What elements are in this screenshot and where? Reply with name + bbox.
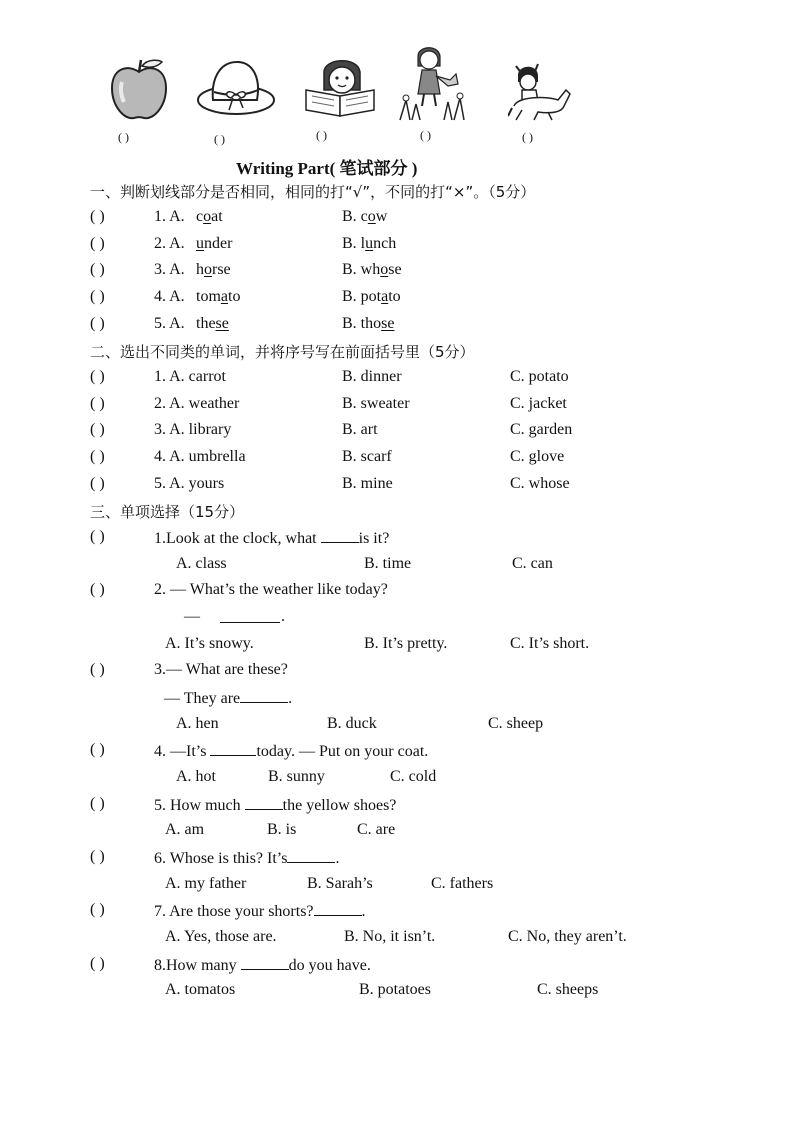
option-a: A. class [176,555,227,572]
underlined-part: u [365,235,374,252]
option-c: C. whose [510,475,570,492]
option-c: C. can [512,555,553,572]
section-2-heading: 二、选出不同类的单词，并将序号写在前面括号里（5分） [90,343,475,361]
option-text: h [196,261,204,278]
option-c: C. garden [510,421,573,438]
reply-text-part: — They are [164,690,241,707]
option-a: 1. A. carrot [154,368,226,385]
option-text: B. l [342,235,366,252]
answer-paren[interactable]: ( ) [90,315,105,332]
question-number: 3. A. [154,261,185,278]
image-answer-paren[interactable]: ( ) [316,128,327,142]
apple-picture [106,56,172,122]
question-text-part: is it? [358,530,390,547]
underlined-part: o [204,261,212,278]
answer-paren[interactable]: ( ) [90,795,105,812]
section-3-reply-3 [0,688,794,710]
option-a [196,208,223,226]
question-text [154,741,428,761]
option-a: A. my father [165,875,247,892]
option-a: A. am [165,821,205,838]
option-a: 4. A. umbrella [154,448,246,465]
section-3-options-7 [0,928,794,950]
answer-paren[interactable]: ( ) [90,395,105,412]
section-3-options-1 [0,555,794,577]
option-c: C. fathers [431,875,494,892]
section-3-question-6 [0,848,794,870]
question-text [154,795,396,815]
image-answer-paren[interactable]: ( ) [522,130,533,144]
question-text [154,901,366,921]
option-a [196,261,231,279]
section-1-question [0,235,794,257]
question-text-part: 7. Are those your shorts? [154,903,314,920]
option-b [342,235,396,253]
option-text: the [196,315,216,332]
answer-paren[interactable]: ( ) [90,848,105,865]
section-3-question-3 [0,661,794,683]
question-text-part: 1.Look at the clock, what [154,530,321,547]
girl-watering-picture [398,44,466,122]
question-number: 5. A. [154,315,185,332]
option-b: B. scarf [342,448,392,465]
section-2-question [0,395,794,417]
option-a: A. It’s snowy. [165,635,254,652]
section-3-options-5 [0,821,794,843]
section-3-question-2 [0,581,794,603]
answer-paren[interactable]: ( ) [90,955,105,972]
option-text: rse [212,261,231,278]
option-a: A. Yes, those are. [165,928,277,945]
option-text: se [388,261,402,278]
underlined-part: o [203,208,212,225]
option-c: C. are [357,821,396,838]
option-b: B. time [364,555,412,572]
option-b [342,261,402,279]
section-2-question [0,448,794,470]
question-text-part: 8.How many [154,957,241,974]
question-text-part: today. — Put on your coat. [256,743,429,760]
section-3-heading: 三、单项选择（15分） [90,503,245,521]
option-b: B. sunny [268,768,325,785]
option-text: B. c [342,208,368,225]
section-3-question-1 [0,528,794,550]
question-text [154,848,339,868]
question-dot: . [361,903,366,920]
section-2-question [0,475,794,497]
option-text: w [375,208,388,225]
option-a: A. hot [176,768,216,785]
section-3-reply-2 [0,608,794,630]
option-c: C. potato [510,368,569,385]
answer-blank[interactable] [321,528,359,543]
answer-blank[interactable] [245,795,283,810]
answer-paren[interactable]: ( ) [90,901,105,918]
answer-paren[interactable]: ( ) [90,208,105,225]
answer-blank[interactable] [241,955,289,970]
image-answer-paren[interactable]: ( ) [214,132,225,146]
section-1-question [0,208,794,230]
underlined-part: o [367,208,376,225]
option-b: B. dinner [342,368,402,385]
question-number: 1. A. [154,208,185,225]
answer-paren[interactable]: ( ) [90,475,105,492]
underlined-part: se [381,315,395,332]
question-text-part: 4. —It’s [154,743,211,760]
option-text: nch [373,235,397,252]
question-number: 4. A. [154,288,185,305]
question-text: 3.— What are these? [154,661,288,678]
girl-reading-picture [302,54,382,118]
option-text: to [228,288,241,305]
option-b: B. Sarah’s [307,875,373,892]
option-a [196,288,240,306]
answer-paren[interactable]: ( ) [90,421,105,438]
option-b: B. potatoes [359,981,431,998]
answer-blank[interactable] [287,848,335,863]
option-a [196,315,229,333]
option-c: C. jacket [510,395,567,412]
option-text: B. pot [342,288,382,305]
option-text: at [211,208,223,225]
option-b [342,288,401,306]
section-2-question [0,368,794,390]
option-c: C. sheep [488,715,544,732]
option-a: 5. A. yours [154,475,225,492]
option-a: A. hen [176,715,219,732]
section-3-options-4 [0,768,794,790]
underlined-part: a [220,288,228,305]
option-b [342,315,394,333]
underlined-part: u [196,235,204,252]
answer-paren[interactable]: ( ) [90,581,105,598]
section-2-question [0,421,794,443]
section-1-question [0,315,794,337]
reply-dash: — [184,608,200,625]
question-text-part: 6. Whose is this? It’s [154,850,288,867]
option-b: B. duck [327,715,377,732]
option-b: B. No, it isn’t. [344,928,436,945]
answer-blank[interactable] [240,688,288,703]
underlined-part: se [215,315,229,332]
option-c: C. sheeps [537,981,599,998]
answer-paren[interactable]: ( ) [90,368,105,385]
answer-paren[interactable]: ( ) [90,661,105,678]
option-text: B. tho [342,315,382,332]
answer-blank[interactable] [220,608,280,623]
option-c: C. It’s short. [510,635,590,652]
reply-text [164,688,292,708]
section-3-question-4 [0,741,794,763]
option-c: C. glove [510,448,565,465]
question-text-part: the yellow shoes? [282,797,397,814]
answer-paren[interactable]: ( ) [90,448,105,465]
option-text: tom [196,288,221,305]
section-3-options-2 [0,635,794,657]
boy-on-horse-picture [508,58,574,122]
answer-paren[interactable]: ( ) [90,741,105,758]
hat-picture [195,56,277,118]
section-3-options-8 [0,981,794,1003]
option-text: nder [204,235,233,252]
option-b: B. It’s pretty. [364,635,448,652]
section-3-options-6 [0,875,794,897]
underlined-part: a [381,288,389,305]
underlined-part: o [380,261,389,278]
answer-paren[interactable]: ( ) [90,288,105,305]
section-3-options-3 [0,715,794,737]
answer-paren[interactable]: ( ) [90,528,105,545]
question-dot: . [335,850,340,867]
section-3-question-8 [0,955,794,977]
option-text: B. wh [342,261,381,278]
option-a: 3. A. library [154,421,232,438]
image-answer-paren[interactable]: ( ) [118,130,129,144]
section-1-question [0,288,794,310]
question-text [154,528,389,548]
answer-blank[interactable] [210,741,256,756]
option-b: B. is [267,821,297,838]
question-text: 2. — What’s the weather like today? [154,581,388,598]
option-a: 2. A. weather [154,395,240,412]
question-text [154,955,371,975]
reply-dot: . [281,608,285,625]
reply-dot: . [288,690,293,707]
option-b [342,208,387,226]
answer-blank[interactable] [314,901,362,916]
section-3-question-7 [0,901,794,923]
section-1-heading: 一、判断划线部分是否相同，相同的打“√”，不同的打“×”。（5分） [90,183,536,201]
option-c: C. No, they aren’t. [508,928,627,945]
section-1-question [0,261,794,283]
option-b: B. mine [342,475,393,492]
option-a [196,235,232,253]
option-text: c [196,208,204,225]
section-3-question-5 [0,795,794,817]
answer-paren[interactable]: ( ) [90,261,105,278]
option-a: A. tomatos [165,981,236,998]
question-number: 2. A. [154,235,185,252]
question-text-part: do you have. [288,957,371,974]
option-text: to [388,288,401,305]
answer-paren[interactable]: ( ) [90,235,105,252]
option-b: B. sweater [342,395,410,412]
option-b: B. art [342,421,378,438]
option-c: C. cold [390,768,437,785]
page-title: Writing Part( 笔试部分 ) [236,159,418,178]
image-answer-paren[interactable]: ( ) [420,128,431,142]
question-text-part: 5. How much [154,797,245,814]
